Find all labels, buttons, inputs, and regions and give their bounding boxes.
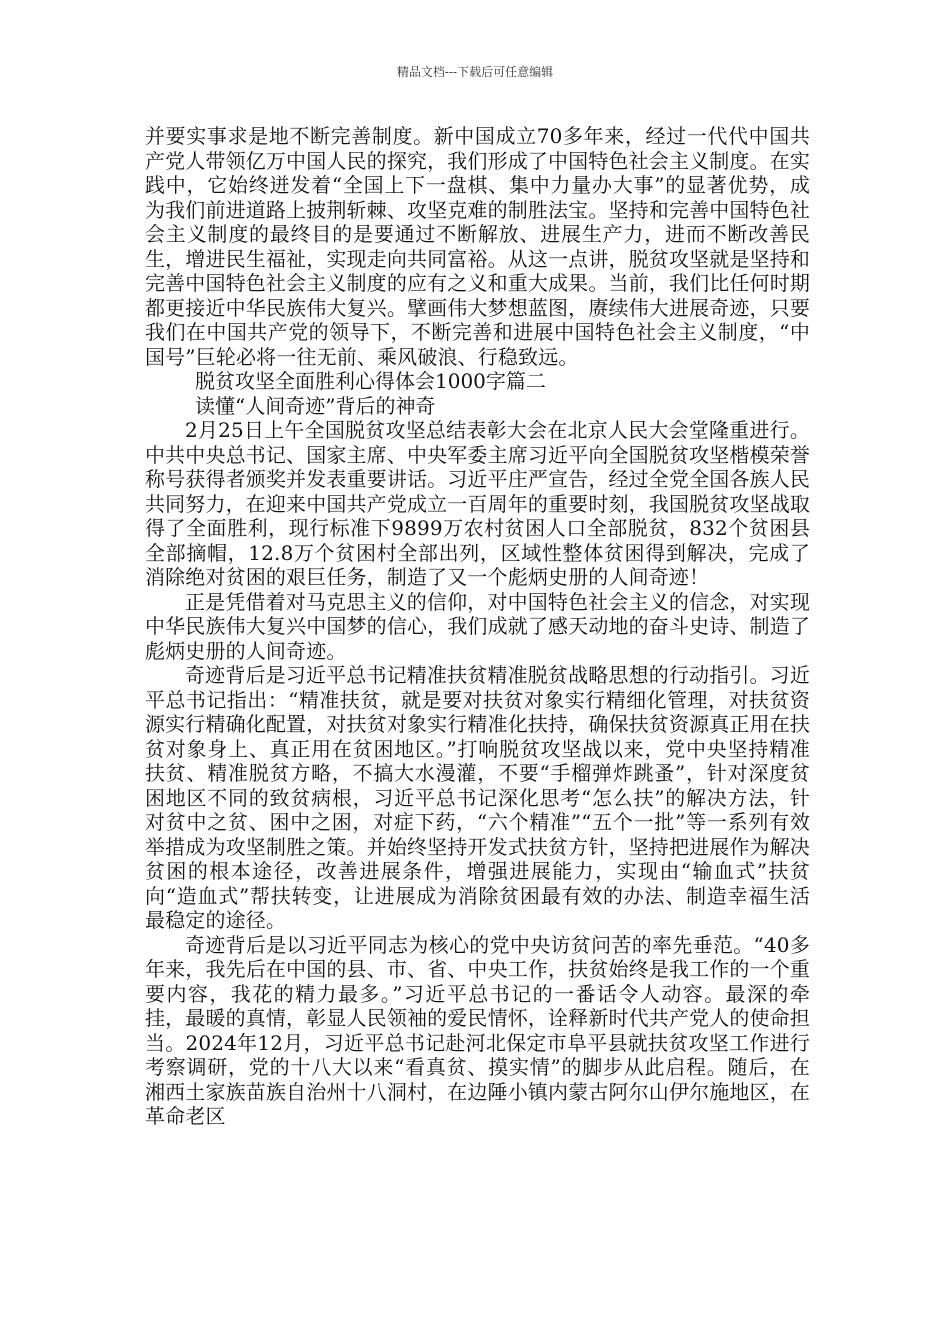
paragraph-1: 并要实事求是地不断完善制度。新中国成立70多年来，经过一代代中国共产党人带领亿万中国人民的探究，我们形成了中国特色社会主义制度。在实践中，它始终迸发着“全国上下一盘棋、集中力量办大事”的显著优势，成为我们前进道路上披荆斩棘、攻坚克难的制胜法宝。坚持和完善中国特色社会主义制度的最终目的是要通过不断解放、进展生产力，进而不断改善民生，增进民生福祉，实现走向共同富裕。从这一点讲，脱贫攻坚就是坚持和完善中国特色社会主义制度的应有之义和重大成果。当前，我们比任何时期都更接近中华民族伟大复兴。擘画伟大梦想蓝图，赓续伟大进展奇迹，只要我们在中国共产党的领导下，不断完善和进展中国特色社会主义制度，“中国号”巨轮必将一往无前、乘风破浪、行稳致远。 [145, 124, 810, 369]
paragraph-2: 2月25日上午全国脱贫攻坚总结表彰大会在北京人民大会堂隆重进行。中共中央总书记、国家主席、中央军委主席习近平向全国脱贫攻坚楷模荣誉称号获得者颁奖并发表重要讲话。习近平庄严宣告，经过全党全国各族人民共同努力，在迎来中国共产党成立一百周年的重要时刻，我国脱贫攻坚战取得了全面胜利，现行标准下9899万农村贫困人口全部脱贫，832个贫困县全部摘帽，12.8万个贫困村全部出列，区域性整体贫困得到解决，完成了消除绝对贫困的艰巨任务，制造了又一个彪炳史册的人间奇迹！ [145, 418, 810, 589]
section-title: 脱贫攻坚全面胜利心得体会1000字篇二 [195, 369, 546, 393]
page-header: 精品文档---下载后可任意编辑 [396, 65, 554, 79]
paragraph-5: 奇迹背后是以习近平同志为核心的党中央访贫问苦的率先垂范。“40多年来，我先后在中国的县、市、省、中央工作，扶贫始终是我工作的一个重要内容，我花的精力最多。”习近平总书记的一番话令人动容。最深的牵挂，最暖的真情，彰显人民领袖的爱民情怀，诠释新时代共产党人的使命担当。2024年12月，习近平总书记赴河北保定市阜平县就扶贫攻坚工作进行考察调研，党的十八大以来“看真贫、摸实情”的脚步从此启程。随后，在湘西土家族苗族自治州十八洞村，在边陲小镇内蒙古阿尔山伊尔施地区，在革命老区 [145, 932, 810, 1128]
document-body [145, 124, 810, 1129]
paragraph-4: 奇迹背后是习近平总书记精准扶贫精准脱贫战略思想的行动指引。习近平总书记指出：“精准扶贫，就是要对扶贫对象实行精细化管理，对扶贫资源实行精确化配置，对扶贫对象实行精准化扶持，确保扶贫资源真正用在扶贫对象身上、真正用在贫困地区。”打响脱贫攻坚战以来，党中央坚持精准扶贫、精准脱贫方略，不搞大水漫灌，不要“手榴弹炸跳蚤”，针对深度贫困地区不同的致贫病根，习近平总书记深化思考“怎么扶”的解决方法，针对贫中之贫、困中之困，对症下药，“六个精准”“五个一批”等一系列有效举措成为攻坚制胜之策。并始终坚持开发式扶贫方针，坚持把进展作为解决贫困的根本途径，改善进展条件，增强进展能力，实现由“输血式”扶贫向“造血式”帮扶转变，让进展成为消除贫困最有效的办法、制造幸福生活最稳定的途径。 [145, 663, 810, 932]
paragraph-3: 正是凭借着对马克思主义的信仰，对中国特色社会主义的信念，对实现中华民族伟大复兴中国梦的信心，我们成就了感天动地的奋斗史诗、制造了彪炳史册的人间奇迹。 [145, 589, 810, 663]
article-title: 读懂“人间奇迹”背后的神奇 [195, 393, 436, 418]
